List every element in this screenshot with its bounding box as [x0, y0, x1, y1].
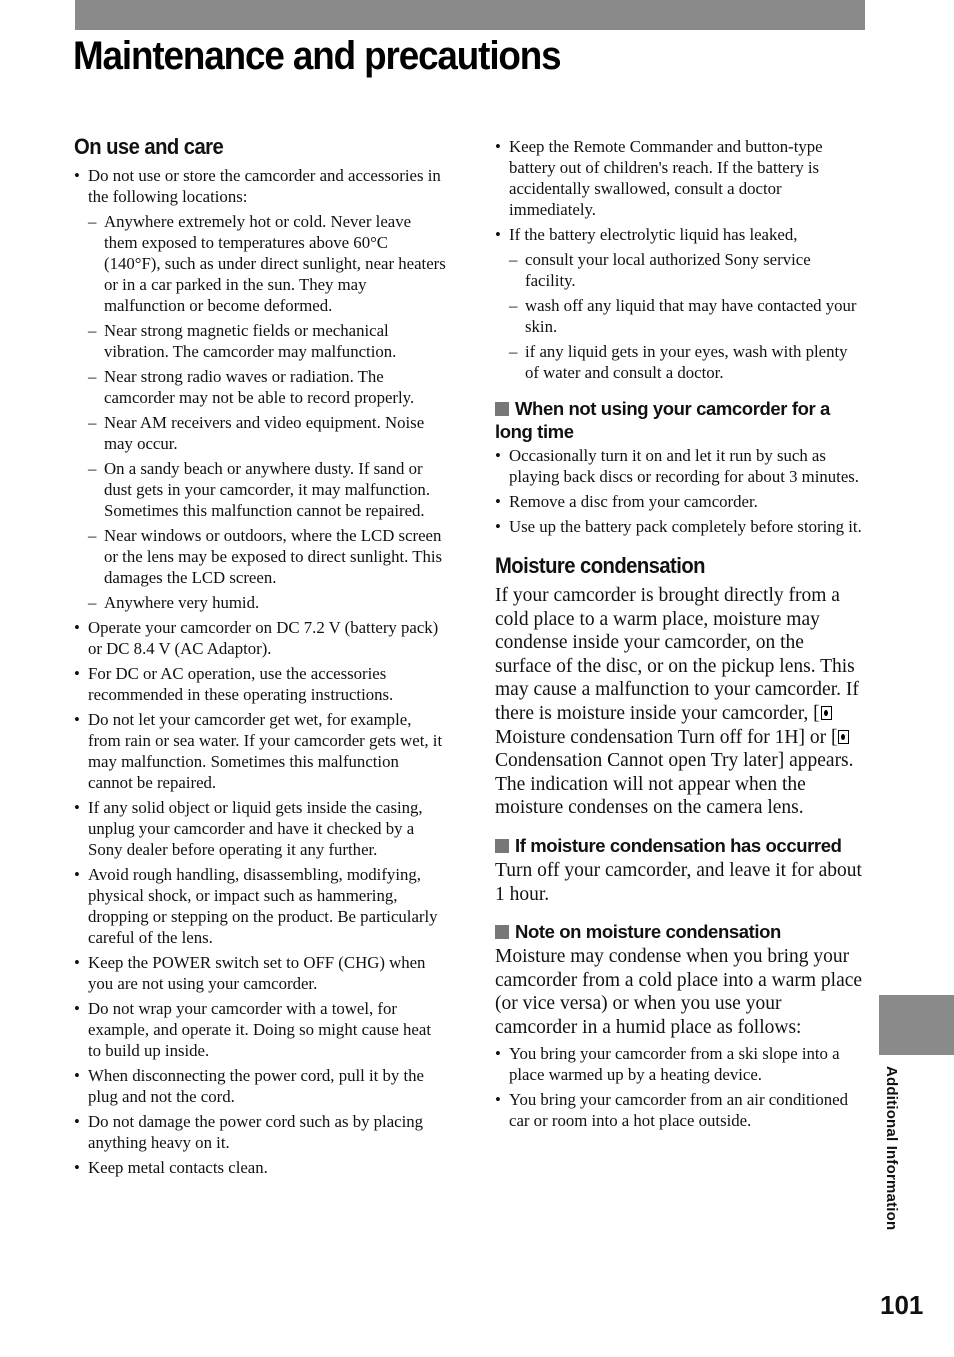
- list-item: • When disconnecting the power cord, pull it by the plug and not the cord.: [74, 1065, 446, 1107]
- moisture-warning-icon: [821, 706, 832, 720]
- list-item: • Keep the Remote Commander and button-type battery out of children's reach. If the battery is accidentally swallowed, consult a doctor immediately.: [495, 136, 863, 220]
- square-bullet-icon: [495, 402, 509, 416]
- list-item: • You bring your camcorder from a ski slope into a place warmed up by a heating device.: [495, 1043, 863, 1085]
- sub-list-item: – Anywhere extremely hot or cold. Never leave them exposed to temperatures above 60°C (140°F), such as under direct sunlight, near heaters or in a car parked in the sun. They may malfunction or become deformed.: [88, 211, 446, 316]
- sub-list-item: – Near strong radio waves or radiation. The camcorder may not be able to record properly.: [88, 366, 446, 408]
- list-item: • Do not let your camcorder get wet, for example, from rain or sea water. If your camcorder gets wet, it may malfunction. Sometimes this malfunction cannot be repaired.: [74, 709, 446, 793]
- square-bullet-icon: [495, 925, 509, 939]
- list-item: • Remove a disc from your camcorder.: [495, 491, 863, 512]
- list-item: • Use up the battery pack completely before storing it.: [495, 516, 863, 537]
- location-sublist: [88, 211, 446, 613]
- occurred-paragraph: Turn off your camcorder, and leave it for about 1 hour.: [495, 859, 862, 905]
- sub-list-item: – Anywhere very humid.: [88, 592, 446, 613]
- list-item: • Occasionally turn it on and let it run by such as playing back discs or recording for about 3 minutes.: [495, 445, 863, 487]
- list-item: [74, 165, 446, 613]
- header-bar: [75, 0, 865, 30]
- list-item: [495, 224, 863, 383]
- sub-list-item: – wash off any liquid that may have contacted your skin.: [509, 295, 863, 337]
- list-item-text: Do not use or store the camcorder and accessories in the following locations:: [88, 166, 441, 206]
- list-item: • Operate your camcorder on DC 7.2 V (battery pack) or DC 8.4 V (AC Adaptor).: [74, 617, 446, 659]
- list-item: • You bring your camcorder from an air conditioned car or room into a hot place outside.: [495, 1089, 863, 1131]
- list-item: • If any solid object or liquid gets inside the casing, unplug your camcorder and have it checked by a Sony dealer before operating it any further.: [74, 797, 446, 860]
- page-title: Maintenance and precautions: [73, 34, 561, 78]
- paragraph-text: If your camcorder is brought directly from a cold place to a warm place, moisture may condense inside your camcorder, on the surface of the disc, or on the pickup lens. This may cause a malfunction to your camcorder. If there is moisture inside your camcorder, [: [495, 585, 859, 724]
- leak-sublist: [509, 249, 863, 383]
- paragraph-text: Condensation Cannot open Try later] appears. The indication will not appear when the moisture condenses on the camera lens.: [495, 750, 854, 819]
- section-tab: [879, 995, 954, 1055]
- subheading-text: When not using your camcorder for a long time: [495, 398, 830, 442]
- subheading-not-using: [495, 397, 863, 443]
- list-item-text: If the battery electrolytic liquid has leaked,: [509, 225, 798, 244]
- subheading-text: If moisture condensation has occurred: [515, 834, 842, 856]
- page-number: 101: [880, 1290, 924, 1320]
- subheading-text: Note on moisture condensation: [515, 921, 781, 943]
- section-heading-moisture: Moisture condensation: [495, 553, 705, 578]
- use-care-list: [74, 165, 446, 1178]
- subheading-note: [495, 920, 863, 943]
- battery-list: [495, 136, 863, 383]
- note-paragraph: Moisture may condense when you bring your camcorder from a cold place into a warm place (or vice versa) or when you use your camcorder in a humid place as follows:: [495, 946, 863, 1038]
- list-item: • Keep the POWER switch set to OFF (CHG) when you are not using your camcorder.: [74, 952, 446, 994]
- list-item: • For DC or AC operation, use the accessories recommended in these operating instructions.: [74, 663, 446, 705]
- sub-list-item: – On a sandy beach or anywhere dusty. If sand or dust gets in your camcorder, it may malfunction. Sometimes this malfunction cannot be repaired.: [88, 458, 446, 521]
- note-list: [495, 1043, 863, 1131]
- subheading-occurred: [495, 834, 863, 857]
- list-item: • Do not damage the power cord such as by placing anything heavy on it.: [74, 1111, 446, 1153]
- left-column: [74, 136, 446, 1182]
- list-item: • Keep metal contacts clean.: [74, 1157, 446, 1178]
- moisture-warning-icon: [838, 730, 849, 744]
- sub-list-item: – Near windows or outdoors, where the LCD screen or the lens may be exposed to direct sunlight. This damages the LCD screen.: [88, 525, 446, 588]
- sub-list-item: – Near AM receivers and video equipment. Noise may occur.: [88, 412, 446, 454]
- list-item: • Avoid rough handling, disassembling, modifying, physical shock, or impact such as hammering, dropping or stepping on the product. Be particularly careful of the lens.: [74, 864, 446, 948]
- right-column: [495, 136, 863, 1135]
- section-heading-use-and-care: On use and care: [74, 134, 224, 159]
- not-using-list: [495, 445, 863, 537]
- paragraph-text: Moisture condensation Turn off for 1H] or [: [495, 726, 838, 748]
- moisture-paragraph: [495, 584, 863, 820]
- sub-list-item: – consult your local authorized Sony service facility.: [509, 249, 863, 291]
- square-bullet-icon: [495, 839, 509, 853]
- side-section-label: Additional Information: [883, 1066, 900, 1231]
- sub-list-item: – Near strong magnetic fields or mechanical vibration. The camcorder may malfunction.: [88, 320, 446, 362]
- list-item: • Do not wrap your camcorder with a towel, for example, and operate it. Doing so might cause heat to build up inside.: [74, 998, 446, 1061]
- sub-list-item: – if any liquid gets in your eyes, wash with plenty of water and consult a doctor.: [509, 341, 863, 383]
